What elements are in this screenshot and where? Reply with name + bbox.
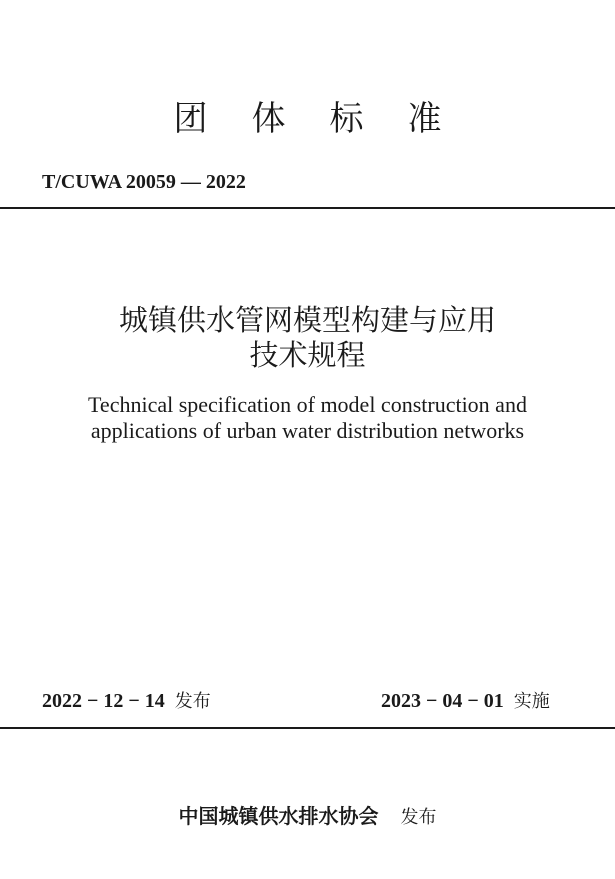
issue-date: 2022 − 12 − 14 [42, 690, 165, 712]
effective-date: 2023 − 04 − 01 [381, 690, 504, 712]
publisher-name: 中国城镇供水排水协会 [178, 804, 379, 828]
standard-code: T/CUWA 20059 — 2022 [42, 171, 246, 193]
standard-type: 团体标准 [173, 99, 486, 139]
top-divider [0, 207, 615, 209]
effective-label: 实施 [513, 691, 550, 712]
publisher-block [0, 803, 615, 831]
issue-date-block [42, 689, 211, 714]
title-zh-line-2: 技术规程 [249, 338, 366, 372]
effective-date-block [381, 689, 550, 714]
issue-label: 发布 [174, 691, 211, 712]
bottom-divider [0, 727, 615, 729]
title-zh-line-1: 城镇供水管网模型构建与应用 [118, 303, 496, 337]
title-en-line-1: Technical specification of model construction and [88, 392, 527, 417]
publish-label: 发布 [400, 807, 437, 828]
title-en-line-2: applications of urban water distribution networks [90, 418, 525, 443]
